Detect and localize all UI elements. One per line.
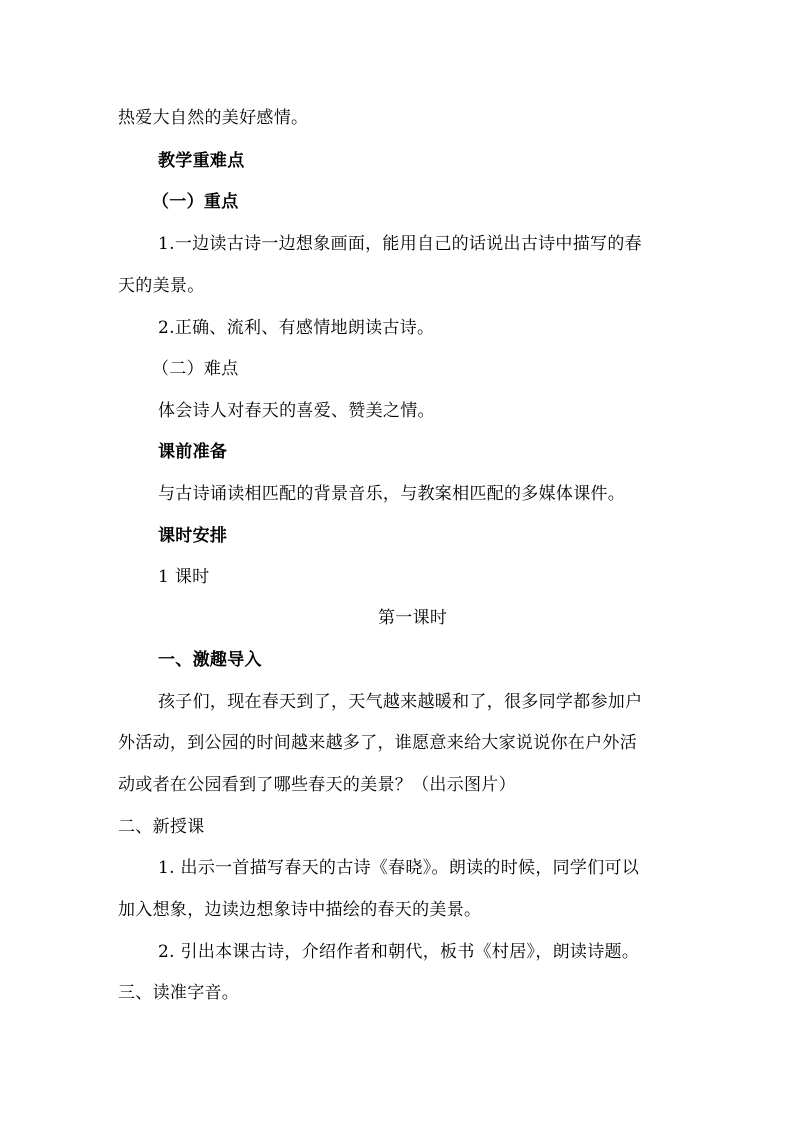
preparation-heading: 课前准备: [158, 442, 228, 462]
section-2-heading: 二、新授课: [118, 817, 205, 837]
section-1-line-3: 动或者在公园看到了哪些春天的美景？（出示图片）: [118, 775, 516, 795]
difficult-points-label: （二）难点: [152, 359, 239, 379]
section-3-heading: 三、读准字音。: [118, 983, 240, 1003]
key-point-1-line-1: 1.一边读古诗一边想象画面，能用自己的话说出古诗中描写的春: [158, 234, 642, 254]
preparation-text: 与古诗诵读相匹配的背景音乐，与教案相匹配的多媒体课件。: [158, 484, 626, 504]
section-2-item-1-line-1: 1. 出示一首描写春天的古诗《春晓》。朗读的时候，同学们可以: [158, 858, 640, 878]
section-2-item-1-line-2: 加入想象，边读边想象诗中描绘的春天的美景。: [118, 900, 482, 920]
key-point-2: 2.正确、流利、有感情地朗读古诗。: [158, 318, 435, 338]
section-2-item-2: 2. 引出本课古诗，介绍作者和朝代，板书《村居》，朗读诗题。: [158, 942, 640, 962]
difficult-points-text: 体会诗人对春天的喜爱、赞美之情。: [158, 401, 435, 421]
schedule-text: 1 课时: [158, 567, 210, 587]
key-point-1-line-2: 天的美景。: [118, 276, 205, 296]
section-1-line-2: 外活动，到公园的时间越来越多了，谁愿意来给大家说说你在户外活: [118, 733, 637, 753]
first-lesson-title: 第一课时: [378, 608, 448, 628]
intro-tail-text: 热爱大自然的美好感情。: [118, 108, 309, 128]
key-points-label: （一）重点: [152, 192, 239, 212]
schedule-heading: 课时安排: [158, 526, 228, 546]
section-1-line-1: 孩子们，现在春天到了，天气越来越暖和了，很多同学都参加户: [158, 692, 643, 712]
section-1-heading: 一、激趣导入: [158, 650, 262, 670]
key-difficulties-heading: 教学重难点: [158, 151, 245, 171]
